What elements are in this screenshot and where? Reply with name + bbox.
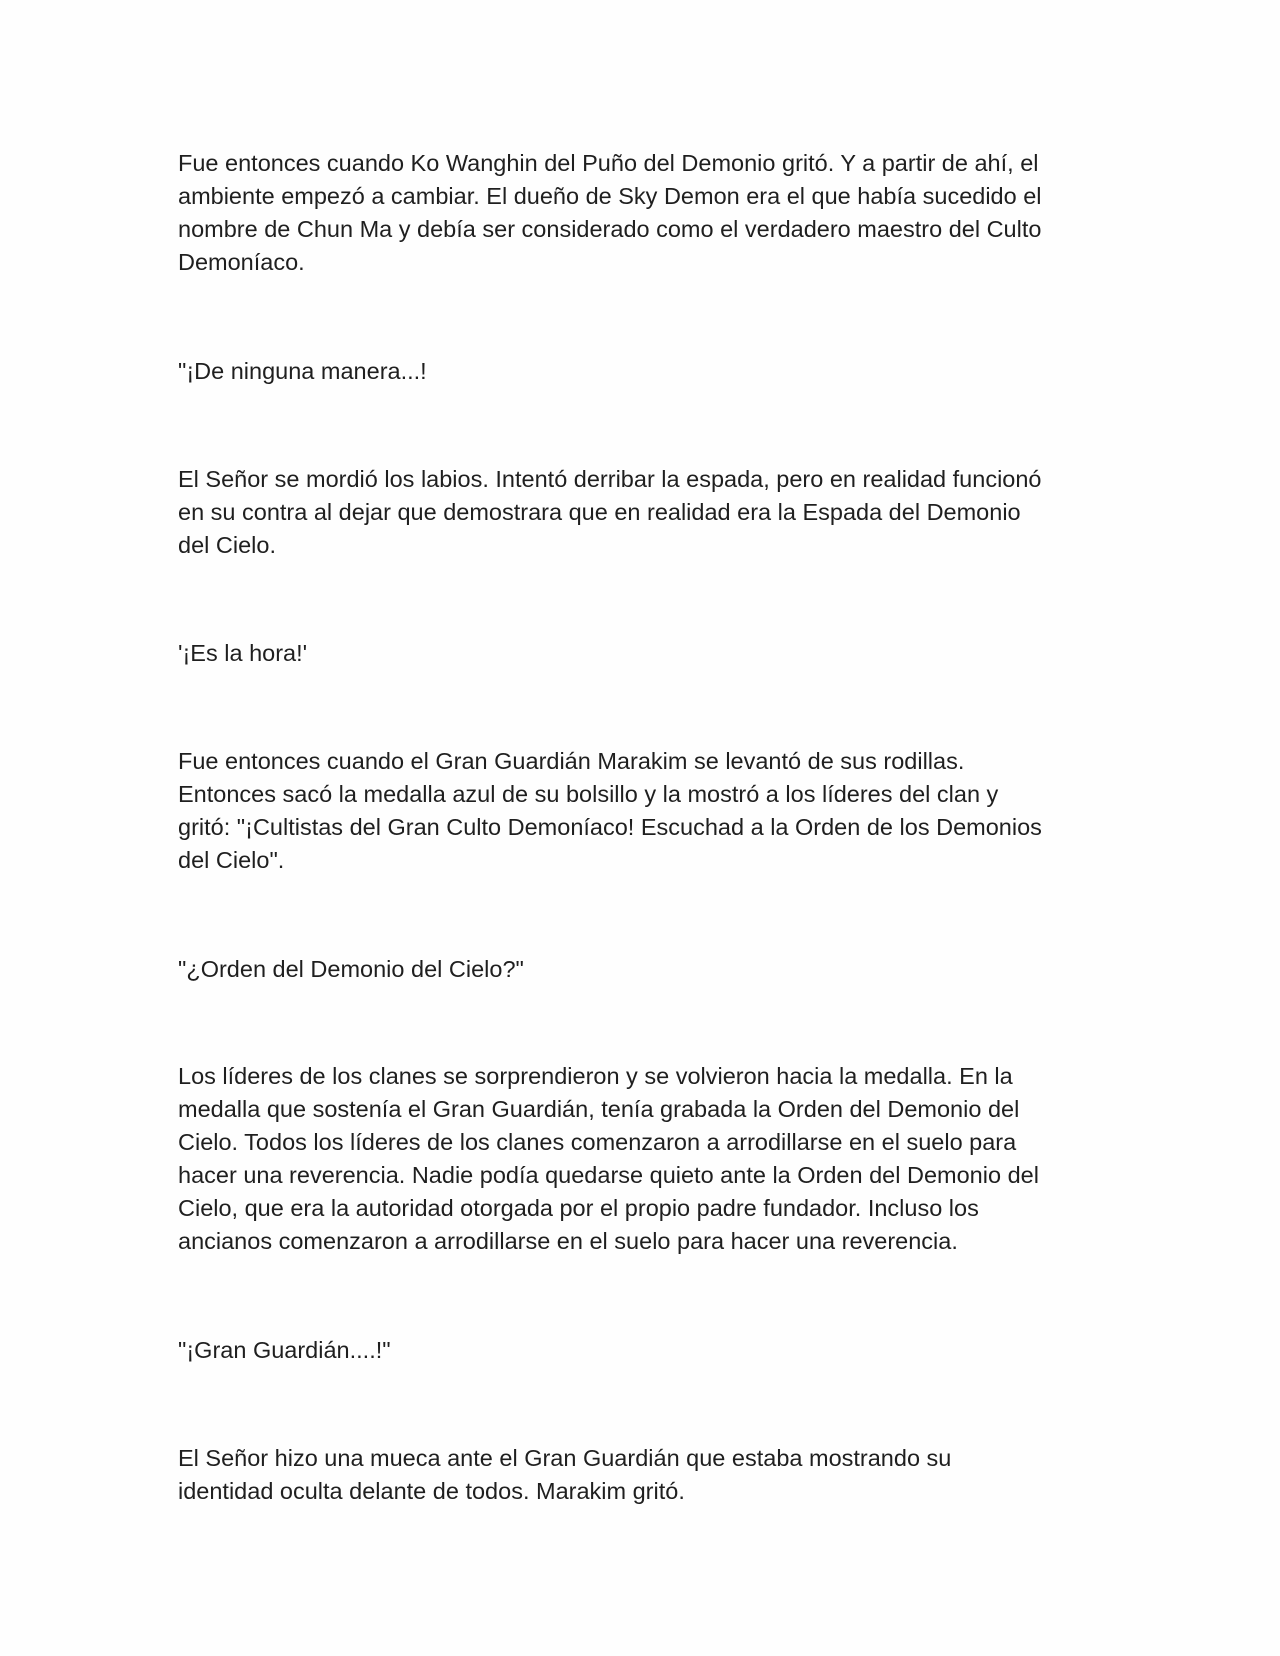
- paragraph-dialogue-orden-demonio: "¿Orden del Demonio del Cielo?": [178, 956, 524, 982]
- paragraph-dialogue-gran-guardian: "¡Gran Guardián....!": [178, 1337, 391, 1363]
- paragraph-narration-ko-wanghin: Fue entonces cuando Ko Wanghin del Puño del Demonio gritó. Y a partir de ahí, el ambiente empezó a cambiar. El dueño de Sky Demon era el que había sucedido el nombre de Chun Ma y debía ser considerado como el verdadero maestro del Culto Demoníaco.: [178, 150, 1042, 275]
- paragraph-narration-senor-mueca: El Señor hizo una mueca ante el Gran Guardián que estaba mostrando su identidad oculta delante de todos. Marakim gritó.: [178, 1445, 952, 1504]
- paragraph-thought-es-la-hora: '¡Es la hora!': [178, 640, 308, 666]
- paragraph-narration-senor-labios: El Señor se mordió los labios. Intentó derribar la espada, pero en realidad funcionó en su contra al dejar que demostrara que en realidad era la Espada del Demonio del Cielo.: [178, 466, 1042, 558]
- paragraph-dialogue-de-ninguna-manera: "¡De ninguna manera...!: [178, 358, 427, 384]
- paragraph-narration-lideres-clanes: Los líderes de los clanes se sorprendieron y se volvieron hacia la medalla. En la medalla que sostenía el Gran Guardián, tenía grabada la Orden del Demonio del Cielo. Todos los líderes de los clanes comenzaron a arrodillarse en el suelo para hacer una reverencia. Nadie podía quedarse quieto ante la Orden del Demonio del Cielo, que era la autoridad otorgada por el propio padre fundador. Incluso los ancianos comenzaron a arrodillarse en el suelo para hacer una reverencia.: [178, 1063, 1039, 1254]
- paragraph-narration-marakim-medalla: Fue entonces cuando el Gran Guardián Marakim se levantó de sus rodillas. Entonces sacó la medalla azul de su bolsillo y la mostró a los líderes del clan y gritó: "¡Cultistas del Gran Culto Demoníaco! Escuchad a la Orden de los Demonios del Cielo".: [178, 748, 1042, 873]
